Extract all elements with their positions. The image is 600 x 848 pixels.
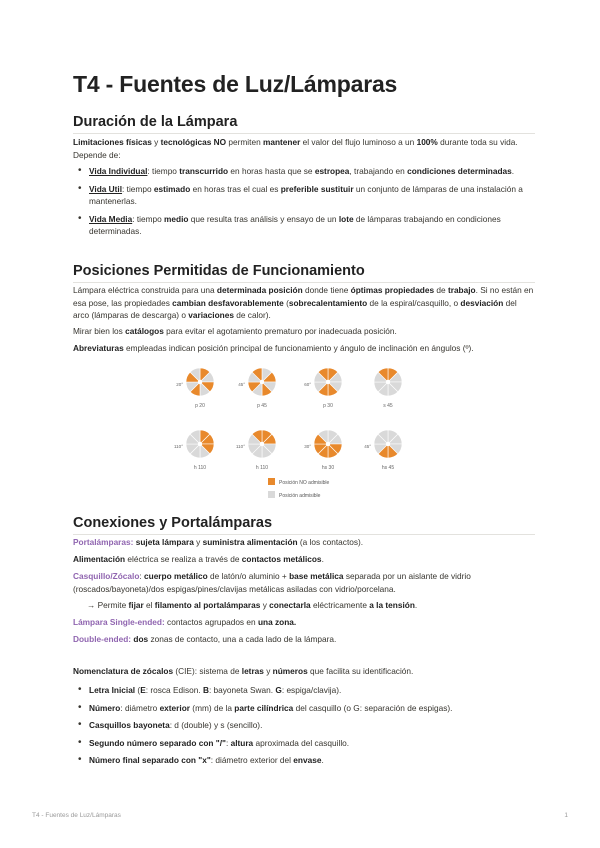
section-heading-posiciones: Posiciones Permitidas de Funcionamiento <box>73 263 365 279</box>
list-item: • Vida Individual: tiempo transcurrido en horas hasta que se estropea, trabajando en condiciones determinadas. <box>77 165 535 178</box>
lamp-position-label: s 45 <box>383 403 393 409</box>
page-number: 1 <box>564 812 568 819</box>
lamp-position-label: hs 45 <box>381 465 395 471</box>
lamp-positions-figure <box>174 366 438 506</box>
nomenclatura-list <box>77 684 535 772</box>
list-item: • Segundo número separado con "/": altura aproximada del casquillo. <box>77 737 535 750</box>
list-item: • Número final separado con "x": diámetro exterior del envase. <box>77 754 535 767</box>
legend-swatch-yes <box>268 491 275 498</box>
lamp-center <box>326 380 330 384</box>
lamp-angle-label: 60° <box>304 382 311 387</box>
legend-swatch-no <box>268 478 275 485</box>
lamp-position-label: h 110 <box>193 465 207 471</box>
lamp-center <box>198 380 202 384</box>
lamp-angle-label: 45° <box>364 444 371 449</box>
legend-no-label: Posición NO admisible <box>279 480 330 486</box>
duracion-intro: Limitaciones físicas y tecnológicas NO permiten mantener el valor del flujo luminoso a un 100% durante toda su vida. Depende de: <box>73 137 518 160</box>
footer-title: T4 - Fuentes de Luz/Lámparas <box>32 812 121 819</box>
duracion-list <box>77 165 535 243</box>
lamp-angle-label: 20° <box>176 382 183 387</box>
single-ended-line: Lámpara Single-ended: contactos agrupados en una zona. <box>73 617 297 627</box>
lamp-center <box>260 380 264 384</box>
abreviaturas-paragraph: Abreviaturas empleadas indican posición principal de funcionamiento y ángulo de inclinación en ángulos (º). <box>73 343 474 353</box>
catalogos-paragraph: Mirar bien los catálogos para evitar el agotamiento prematuro por inadecuada posición. <box>73 326 397 336</box>
section-divider <box>73 534 535 535</box>
legend-yes-label: Posición admisible <box>279 493 321 499</box>
permite-line: → Permite fijar el filamento al portalámparas y conectarla eléctricamente a la tensión. <box>87 600 418 610</box>
section-divider <box>73 133 535 134</box>
lamp-angle-label: 30° <box>304 444 311 449</box>
lamp-angle-label: 45° <box>238 382 245 387</box>
lamp-center <box>386 380 390 384</box>
page-title: T4 - Fuentes de Luz/Lámparas <box>73 71 398 97</box>
lamp-center <box>260 442 264 446</box>
portalamparas-line: Portalámparas: sujeta lámpara y suministra alimentación (a los contactos). <box>73 537 364 547</box>
section-divider <box>73 282 535 283</box>
nomenclatura-line: Nomenclatura de zócalos (CIE): sistema de letras y números que facilita su identificación. <box>73 666 414 676</box>
lamp-center <box>386 442 390 446</box>
list-item: • Vida Util: tiempo estimado en horas tras el cual es preferible sustituir un conjunto de lámparas de una instalación a mantenerlas. <box>77 183 535 208</box>
lamp-position-label: p 45 <box>257 403 267 409</box>
lamp-position-label: h 110 <box>255 465 269 471</box>
posiciones-paragraph: Lámpara eléctrica construida para una determinada posición donde tiene óptimas propiedades de trabajo. Si no están en esa pose, las propiedades cambian desfavorablemente (sobrecalentamiento de la espiral/casquillo, o desviación del arco (lámparas de descarga) o variaciones de calor). <box>73 285 534 320</box>
lamp-position-label: p 20 <box>195 403 205 409</box>
list-item: • Letra Inicial (E: rosca Edison. B: bayoneta Swan. G: espiga/clavija). <box>77 684 535 697</box>
lamp-position-label: hs 30 <box>321 465 335 471</box>
lamp-center <box>198 442 202 446</box>
lamp-angle-label: 110° <box>236 444 245 449</box>
lamp-position-label: p 30 <box>323 403 333 409</box>
alimentacion-line: Alimentación eléctrica se realiza a través de contactos metálicos. <box>73 554 324 564</box>
lamp-center <box>326 442 330 446</box>
lamp-angle-label: 110° <box>174 444 183 449</box>
casquillo-line: Casquillo/Zócalo: cuerpo metálico de latón/o aluminio + base metálica separada por un aislante de vidrio (roscados/bayoneta)/dos espigas/pines/clavijas metálicas asiladas con vidrio/porcelana. <box>73 571 471 594</box>
list-item: • Número: diámetro exterior (mm) de la parte cilíndrica del casquillo (o G: separación de espigas). <box>77 702 535 715</box>
list-item: • Casquillos bayoneta: d (double) y s (sencillo). <box>77 719 535 732</box>
double-ended-line: Double-ended: dos zonas de contacto, una a cada lado de la lámpara. <box>73 634 337 644</box>
section-heading-duracion: Duración de la Lámpara <box>73 114 238 130</box>
section-heading-conexiones: Conexiones y Portalámparas <box>73 515 273 531</box>
list-item: • Vida Media: tiempo medio que resulta tras análisis y ensayo de un lote de lámparas trabajando en condiciones determinadas. <box>77 213 535 238</box>
